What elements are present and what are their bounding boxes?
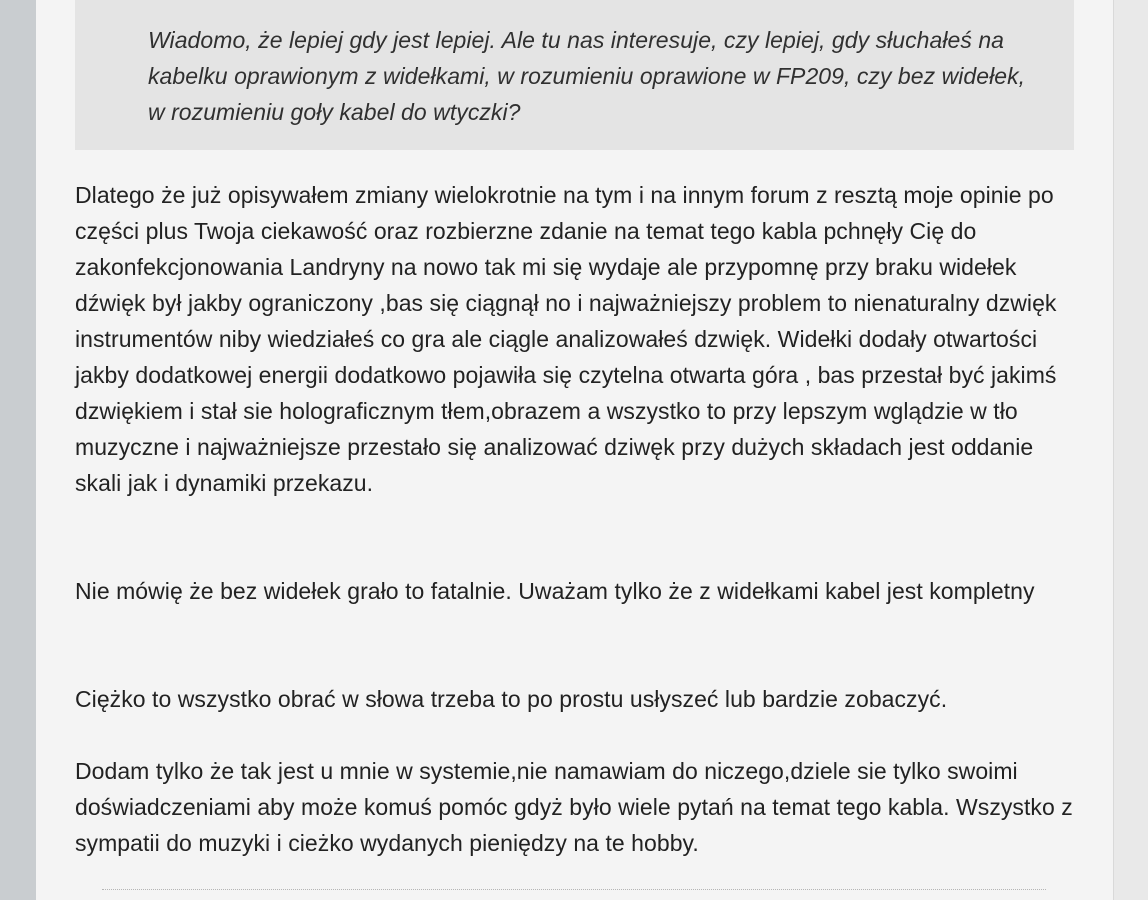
post-paragraph-4: Dodam tylko że tak jest u mnie w systemie,nie namawiam do niczego,dziele sie tylko swoimi doświadczeniami aby może komuś pomóc gdyż było wiele pytań na temat tego kabla. Wszystko z sympatii do muzyki i cieżko wydanych pieniędzy na te hobby. [75, 758, 1073, 856]
left-sidebar-rail [0, 0, 36, 900]
post-paragraph-2: Nie mówię że bez widełek grało to fatalnie. Uważam tylko że z widełkami kabel jest kompletny [75, 578, 1035, 604]
right-sidebar-rail [1113, 0, 1148, 900]
forum-post [36, 0, 1113, 900]
post-separator [102, 889, 1046, 890]
post-paragraph-1: Dlatego że już opisywałem zmiany wielokrotnie na tym i na innym forum z resztą moje opinie po części plus Twoja ciekawość oraz rozbierzne zdanie na temat tego kabla pchnęły Cię do zakonfekcjonowania Landryny na nowo tak mi się wydaje ale przypomnę przy braku widełek dźwięk był jakby ograniczony ,bas się ciągnął no i najważniejszy problem to nienaturalny dzwięk instrumentów niby wiedziałeś co gra ale ciągle analizowałeś dzwięk. Widełki dodały otwartości jakby dodatkowej energii dodatkowo pojawiła się czytelna otwarta góra , bas przestał być jakimś dzwiękiem i stał sie holograficznym tłem,obrazem a wszystko to przy lepszym wglądzie w tło muzyczne i najważniejsze przestało się analizować dziwęk przy dużych składach jest oddanie skali jak i dynamiki przekazu. [75, 182, 1057, 496]
quote-text: Wiadomo, że lepiej gdy jest lepiej. Ale tu nas interesuje, czy lepiej, gdy słuchałeś na kabelku oprawionym z widełkami, w rozumieniu oprawione w FP209, czy bez widełek, w rozumieniu goły kabel do wtyczki? [148, 27, 1026, 125]
quote-block [75, 0, 1074, 150]
post-paragraph-3: Ciężko to wszystko obrać w słowa trzeba to po prostu usłyszeć lub bardzie zobaczyć. [75, 686, 948, 712]
